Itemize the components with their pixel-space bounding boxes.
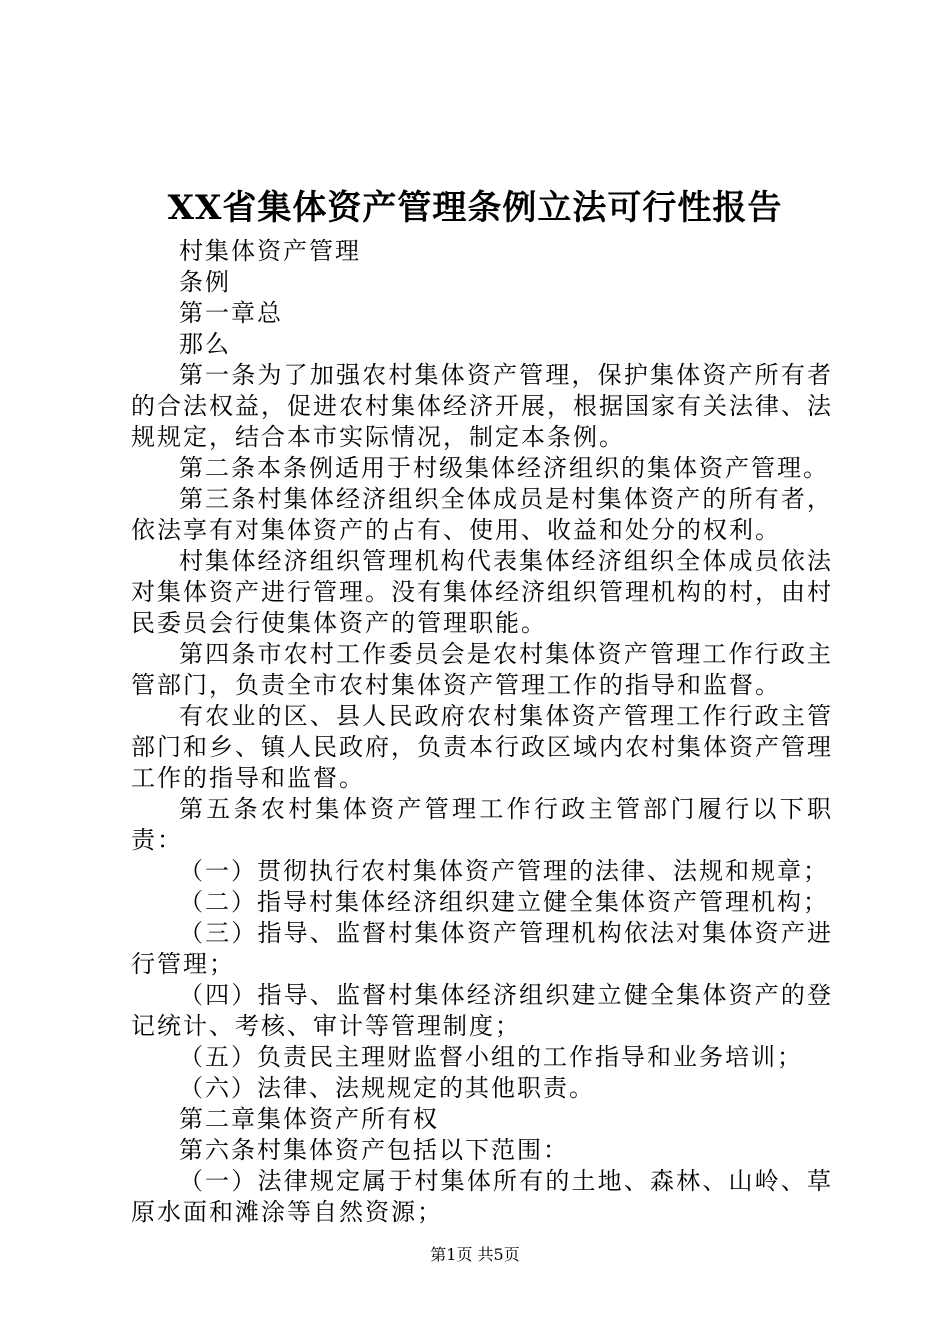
paragraph-8: 村集体经济组织管理机构代表集体经济组织全体成员依法对集体资产进行管理。没有集体经济组织管理机构的村，由村民委员会行使集体资产的管理职能。 — [131, 547, 833, 637]
paragraph-16: （五）负责民主理财监督小组的工作指导和业务培训； — [179, 1043, 803, 1071]
paragraph-2: 条例 — [179, 268, 231, 296]
document-title: XX省集体资产管理条例立法可行性报告 — [167, 188, 783, 228]
paragraph-17: （六）法律、法规规定的其他职责。 — [179, 1074, 595, 1102]
page-footer: 第1页 共5页 — [430, 1245, 520, 1264]
paragraph-18: 第二章集体资产所有权 — [179, 1105, 439, 1133]
paragraph-7: 第三条村集体经济组织全体成员是村集体资产的所有者，依法享有对集体资产的占有、使用、收益和处分的权利。 — [131, 485, 833, 544]
paragraph-19: 第六条村集体资产包括以下范围： — [179, 1136, 569, 1164]
paragraph-20: （一）法律规定属于村集体所有的土地、森林、山岭、草原水面和滩涂等自然资源； — [131, 1167, 833, 1226]
paragraph-15: （四）指导、监督村集体经济组织建立健全集体资产的登记统计、考核、审计等管理制度； — [131, 981, 833, 1040]
paragraph-11: 第五条农村集体资产管理工作行政主管部门履行以下职责： — [131, 795, 833, 854]
paragraph-9: 第四条市农村工作委员会是农村集体资产管理工作行政主管部门，负责全市农村集体资产管理工作的指导和监督。 — [131, 640, 833, 699]
paragraph-4: 那么 — [179, 330, 231, 358]
paragraph-5: 第一条为了加强农村集体资产管理，保护集体资产所有者的合法权益，促进农村集体经济开展，根据国家有关法律、法规规定，结合本市实际情况，制定本条例。 — [131, 361, 833, 451]
paragraph-6: 第二条本条例适用于村级集体经济组织的集体资产管理。 — [179, 454, 829, 482]
paragraph-14: （三）指导、监督村集体资产管理机构依法对集体资产进行管理； — [131, 919, 833, 978]
paragraph-3: 第一章总 — [179, 299, 283, 327]
paragraph-10: 有农业的区、县人民政府农村集体资产管理工作行政主管部门和乡、镇人民政府，负责本行政区域内农村集体资产管理工作的指导和监督。 — [131, 702, 833, 792]
document-body — [131, 236, 833, 1228]
paragraph-12: （一）贯彻执行农村集体资产管理的法律、法规和规章； — [179, 857, 829, 885]
paragraph-13: （二）指导村集体经济组织建立健全集体资产管理机构； — [179, 888, 829, 916]
paragraph-1: 村集体资产管理 — [179, 237, 361, 265]
